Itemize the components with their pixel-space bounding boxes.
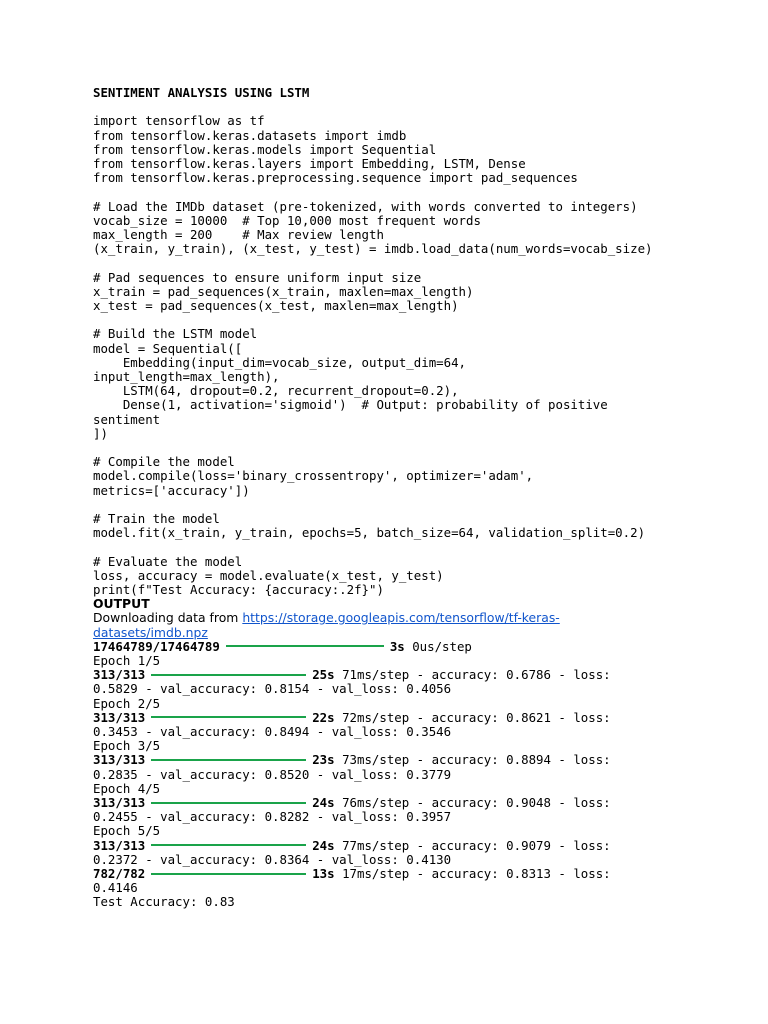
- code-evaluate-model: [93, 555, 713, 598]
- epoch-progress-line: [93, 668, 713, 682]
- progress-bar: [151, 844, 306, 846]
- evaluation-metrics-cont: 0.4146: [93, 880, 138, 896]
- epoch-steps: 313/313: [93, 752, 146, 768]
- epoch-label: Epoch 3/5: [93, 738, 161, 754]
- progress-bar: [151, 873, 306, 875]
- epoch-time: 25s: [312, 667, 335, 683]
- code-compile-model: [93, 455, 713, 498]
- epoch-steps: 313/313: [93, 709, 146, 725]
- code-pad-sequences: [93, 271, 713, 314]
- code-line: model.compile(loss='binary_crossentropy', optimizer='adam',: [93, 468, 534, 484]
- epoch-time: 24s: [312, 795, 335, 811]
- code-line: vocab_size = 10000 # Top 10,000 most frequent words: [93, 212, 481, 228]
- epoch-metrics-cont: 0.2372 - val_accuracy: 0.8364 - val_loss: 0.4130: [93, 851, 452, 867]
- epoch-label: Epoch 1/5: [93, 653, 161, 669]
- epoch-metrics: 71ms/step - accuracy: 0.6786 - loss:: [334, 667, 611, 683]
- code-line: metrics=['accuracy']): [93, 482, 250, 498]
- progress-bar: [151, 716, 306, 718]
- progress-bar: [151, 759, 306, 761]
- download-progress-line: [93, 640, 713, 654]
- download-line-cont: [93, 626, 713, 640]
- code-line: # Build the LSTM model: [93, 326, 258, 342]
- download-link[interactable]: https://storage.googleapis.com/tensorflow/tf-keras-: [242, 610, 560, 626]
- code-line: (x_train, y_train), (x_test, y_test) = imdb.load_data(num_words=vocab_size): [93, 241, 653, 257]
- code-line: # Compile the model: [93, 454, 235, 470]
- epoch-metrics: 77ms/step - accuracy: 0.9079 - loss:: [334, 837, 611, 853]
- progress-bar: [151, 802, 306, 804]
- epoch-time: 22s: [312, 709, 335, 725]
- download-rate: 0us/step: [404, 638, 472, 654]
- code-line: from tensorflow.keras.preprocessing.sequence import pad_sequences: [93, 170, 578, 186]
- code-line: # Evaluate the model: [93, 553, 243, 569]
- code-line: loss, accuracy = model.evaluate(x_test, y_test): [93, 567, 444, 583]
- download-prefix: Downloading data from: [93, 610, 243, 626]
- output-log: [93, 611, 713, 909]
- epoch-metrics: 76ms/step - accuracy: 0.9048 - loss:: [334, 795, 611, 811]
- code-line: Embedding(input_dim=vocab_size, output_dim=64,: [93, 354, 466, 370]
- epoch-progress-line: [93, 711, 713, 725]
- evaluation-metrics: 17ms/step - accuracy: 0.8313 - loss:: [334, 866, 611, 882]
- code-line: from tensorflow.keras.layers import Embedding, LSTM, Dense: [93, 156, 526, 171]
- code-line: x_train = pad_sequences(x_train, maxlen=max_length): [93, 283, 474, 299]
- code-build-model: [93, 327, 713, 441]
- code-line: print(f"Test Accuracy: {accuracy:.2f}"): [93, 582, 384, 597]
- epoch-metrics-cont: 0.2835 - val_accuracy: 0.8520 - val_loss: 0.3779: [93, 766, 452, 782]
- code-line: max_length = 200 # Max review length: [93, 227, 384, 242]
- code-load-dataset: [93, 200, 713, 257]
- epoch-label: Epoch 2/5: [93, 695, 161, 711]
- epoch-progress-line: [93, 839, 713, 853]
- epoch-steps: 313/313: [93, 667, 146, 683]
- code-line: # Load the IMDb dataset (pre-tokenized, with words converted to integers): [93, 198, 638, 214]
- code-line: LSTM(64, dropout=0.2, recurrent_dropout=0.2),: [93, 383, 459, 399]
- download-line: [93, 611, 713, 625]
- final-accuracy: Test Accuracy: 0.83: [93, 894, 235, 910]
- code-line: Dense(1, activation='sigmoid') # Output: probability of positive: [93, 397, 608, 413]
- code-imports: [93, 114, 713, 185]
- epoch-time: 24s: [312, 837, 335, 853]
- code-line: import tensorflow as tf: [93, 113, 265, 129]
- epoch-metrics-cont: 0.5829 - val_accuracy: 0.8154 - val_loss: 0.4056: [93, 681, 452, 697]
- code-train-model: [93, 512, 713, 540]
- code-line: from tensorflow.keras.models import Sequential: [93, 141, 437, 157]
- epoch-time: 23s: [312, 752, 335, 768]
- progress-bar: [151, 674, 306, 676]
- epoch-metrics: 73ms/step - accuracy: 0.8894 - loss:: [334, 752, 611, 768]
- evaluation-steps: 782/782: [93, 866, 146, 882]
- epoch-progress-line: [93, 796, 713, 810]
- code-line: # Pad sequences to ensure uniform input size: [93, 269, 422, 285]
- evaluation-progress-line: [93, 867, 713, 881]
- download-time: 3s: [389, 638, 405, 654]
- epoch-metrics-cont: 0.3453 - val_accuracy: 0.8494 - val_loss: 0.3546: [93, 724, 452, 740]
- epoch-label: Epoch 5/5: [93, 823, 161, 839]
- code-line: model.fit(x_train, y_train, epochs=5, batch_size=64, validation_split=0.2): [93, 525, 646, 541]
- output-heading: OUTPUT: [93, 596, 150, 612]
- epoch-progress-line: [93, 753, 713, 767]
- code-line: from tensorflow.keras.datasets import imdb: [93, 127, 407, 143]
- page-title: SENTIMENT ANALYSIS USING LSTM: [93, 85, 310, 100]
- epoch-steps: 313/313: [93, 795, 146, 811]
- code-line: ]): [93, 425, 108, 441]
- evaluation-time: 13s: [312, 866, 335, 882]
- code-line: input_length=max_length),: [93, 369, 280, 384]
- code-line: # Train the model: [93, 511, 220, 526]
- code-line: sentiment: [93, 411, 161, 427]
- epoch-metrics-cont: 0.2455 - val_accuracy: 0.8282 - val_loss: 0.3957: [93, 809, 452, 825]
- code-line: x_test = pad_sequences(x_test, maxlen=max_length): [93, 298, 459, 313]
- progress-bar: [226, 645, 384, 647]
- download-link-cont[interactable]: datasets/imdb.npz: [93, 624, 208, 640]
- document-body: [93, 86, 713, 910]
- code-line: model = Sequential([: [93, 340, 243, 356]
- epoch-steps: 313/313: [93, 837, 146, 853]
- epoch-label: Epoch 4/5: [93, 780, 161, 796]
- download-count: 17464789/17464789: [93, 638, 220, 654]
- epoch-metrics: 72ms/step - accuracy: 0.8621 - loss:: [334, 709, 611, 725]
